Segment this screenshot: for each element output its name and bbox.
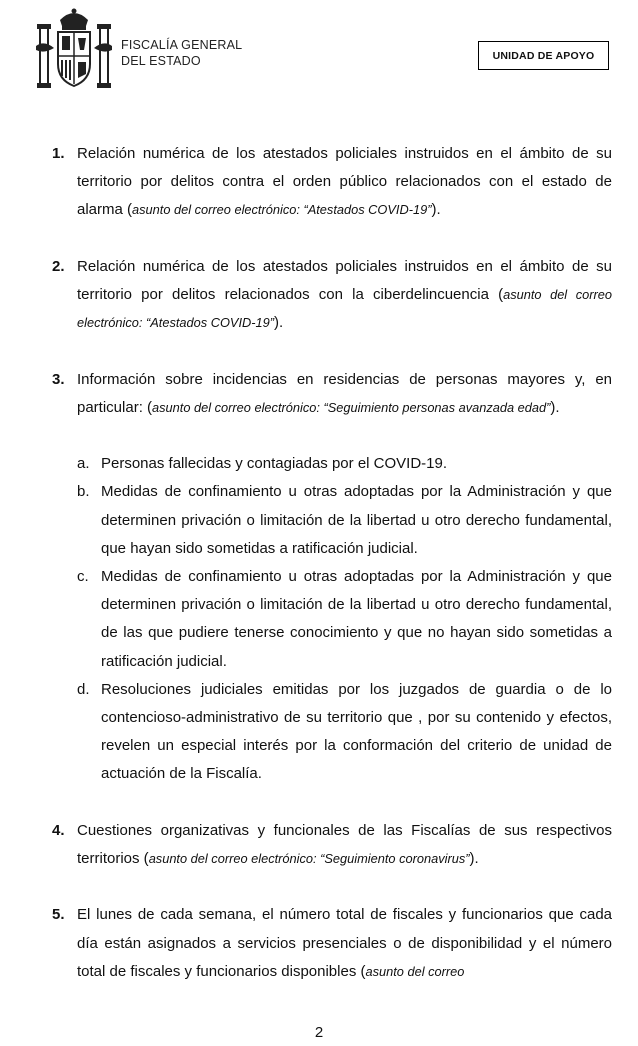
agency-name [121, 37, 242, 69]
sub-list-item-c [77, 563, 612, 676]
item-number: 4. [52, 821, 65, 839]
list-item-2 [52, 253, 612, 338]
item-text-end: ). [469, 850, 479, 868]
coat-of-arms-icon [34, 6, 114, 92]
item-number: 5. [52, 906, 65, 924]
sub-item-text: Personas fallecidas y contagiadas por el COVID-19. [101, 455, 448, 473]
item-text: Cuestiones organizativas y funcionales de las Fiscalías de sus respectivos territorios ( [77, 821, 612, 868]
item-text-end: ). [550, 398, 560, 416]
sub-list [77, 450, 612, 788]
sub-item-text: Medidas de confinamiento u otras adoptadas por la Administración y que determinen privación o limitación de la libertad u otro derecho fundamental, de las que pudiere tenerse conocimiento y que no hayan sido sometidas a ratificación judicial. [101, 568, 612, 670]
item-text: Relación numérica de los atestados policiales instruidos en el ámbito de su territorio por delitos contra el orden público relacionados con el estado de alarma ( [77, 145, 612, 219]
item-text-end: ). [274, 314, 284, 332]
item-text: Información sobre incidencias en residencias de personas mayores y, en particular: ( [77, 370, 612, 416]
item-number: 3. [52, 370, 65, 388]
item-email-subject: asunto del correo electrónico: “Atestados COVID-19” [77, 287, 612, 331]
unit-label-box: UNIDAD DE APOYO [478, 41, 609, 70]
list-item-3 [52, 366, 612, 422]
item-number: 2. [52, 257, 65, 275]
page-header [0, 0, 638, 100]
item-text: El lunes de cada semana, el número total de fiscales y funcionarios que cada día están asignados a servicios presenciales o de disponibilidad y el número total de fiscales y funcionarios disponibles ( [77, 906, 612, 980]
sub-list-item-a [77, 450, 612, 478]
item-text: Relación numérica de los atestados policiales instruidos en el ámbito de su territorio por delitos relacionados con la ciberdelincuencia ( [77, 257, 612, 303]
item-email-subject: asunto del correo electrónico: “Seguimiento personas avanzada edad” [152, 399, 551, 415]
document-body [52, 140, 612, 986]
item-email-subject: asunto del correo electrónico: “Seguimiento coronavirus” [148, 851, 470, 867]
sub-item-letter: c. [77, 568, 89, 585]
item-text-end: ). [431, 201, 441, 219]
sub-item-letter: b. [77, 483, 90, 501]
sub-item-letter: a. [77, 455, 90, 473]
list-item-1 [52, 140, 612, 225]
list-item-5 [52, 901, 612, 986]
sub-item-text: Medidas de confinamiento u otras adoptadas por la Administración y que determinen privación o limitación de la libertad u otro derecho fundamental, que hayan sido sometidas a ratificación judicial. [101, 483, 612, 557]
list-item-4 [52, 817, 612, 873]
item-email-subject: asunto del correo electrónico: “Atestados COVID-19” [132, 202, 432, 218]
sub-item-letter: d. [77, 680, 90, 698]
item-email-subject: asunto del correo [365, 963, 465, 979]
sub-list-item-b [77, 478, 612, 563]
agency-name-line-1: FISCALÍA GENERAL [121, 38, 243, 52]
agency-name-line-2: DEL ESTADO [121, 54, 201, 68]
item-number: 1. [52, 145, 65, 162]
sub-list-item-d [77, 676, 612, 789]
sub-item-text: Resoluciones judiciales emitidas por los juzgados de guardia o de lo contencioso-administrativo de su territorio que , por su contenido y efectos, revelen un especial interés por la conformación del criterio de unidad de actuación de la Fiscalía. [101, 680, 612, 783]
page-number: 2 [314, 1024, 324, 1041]
